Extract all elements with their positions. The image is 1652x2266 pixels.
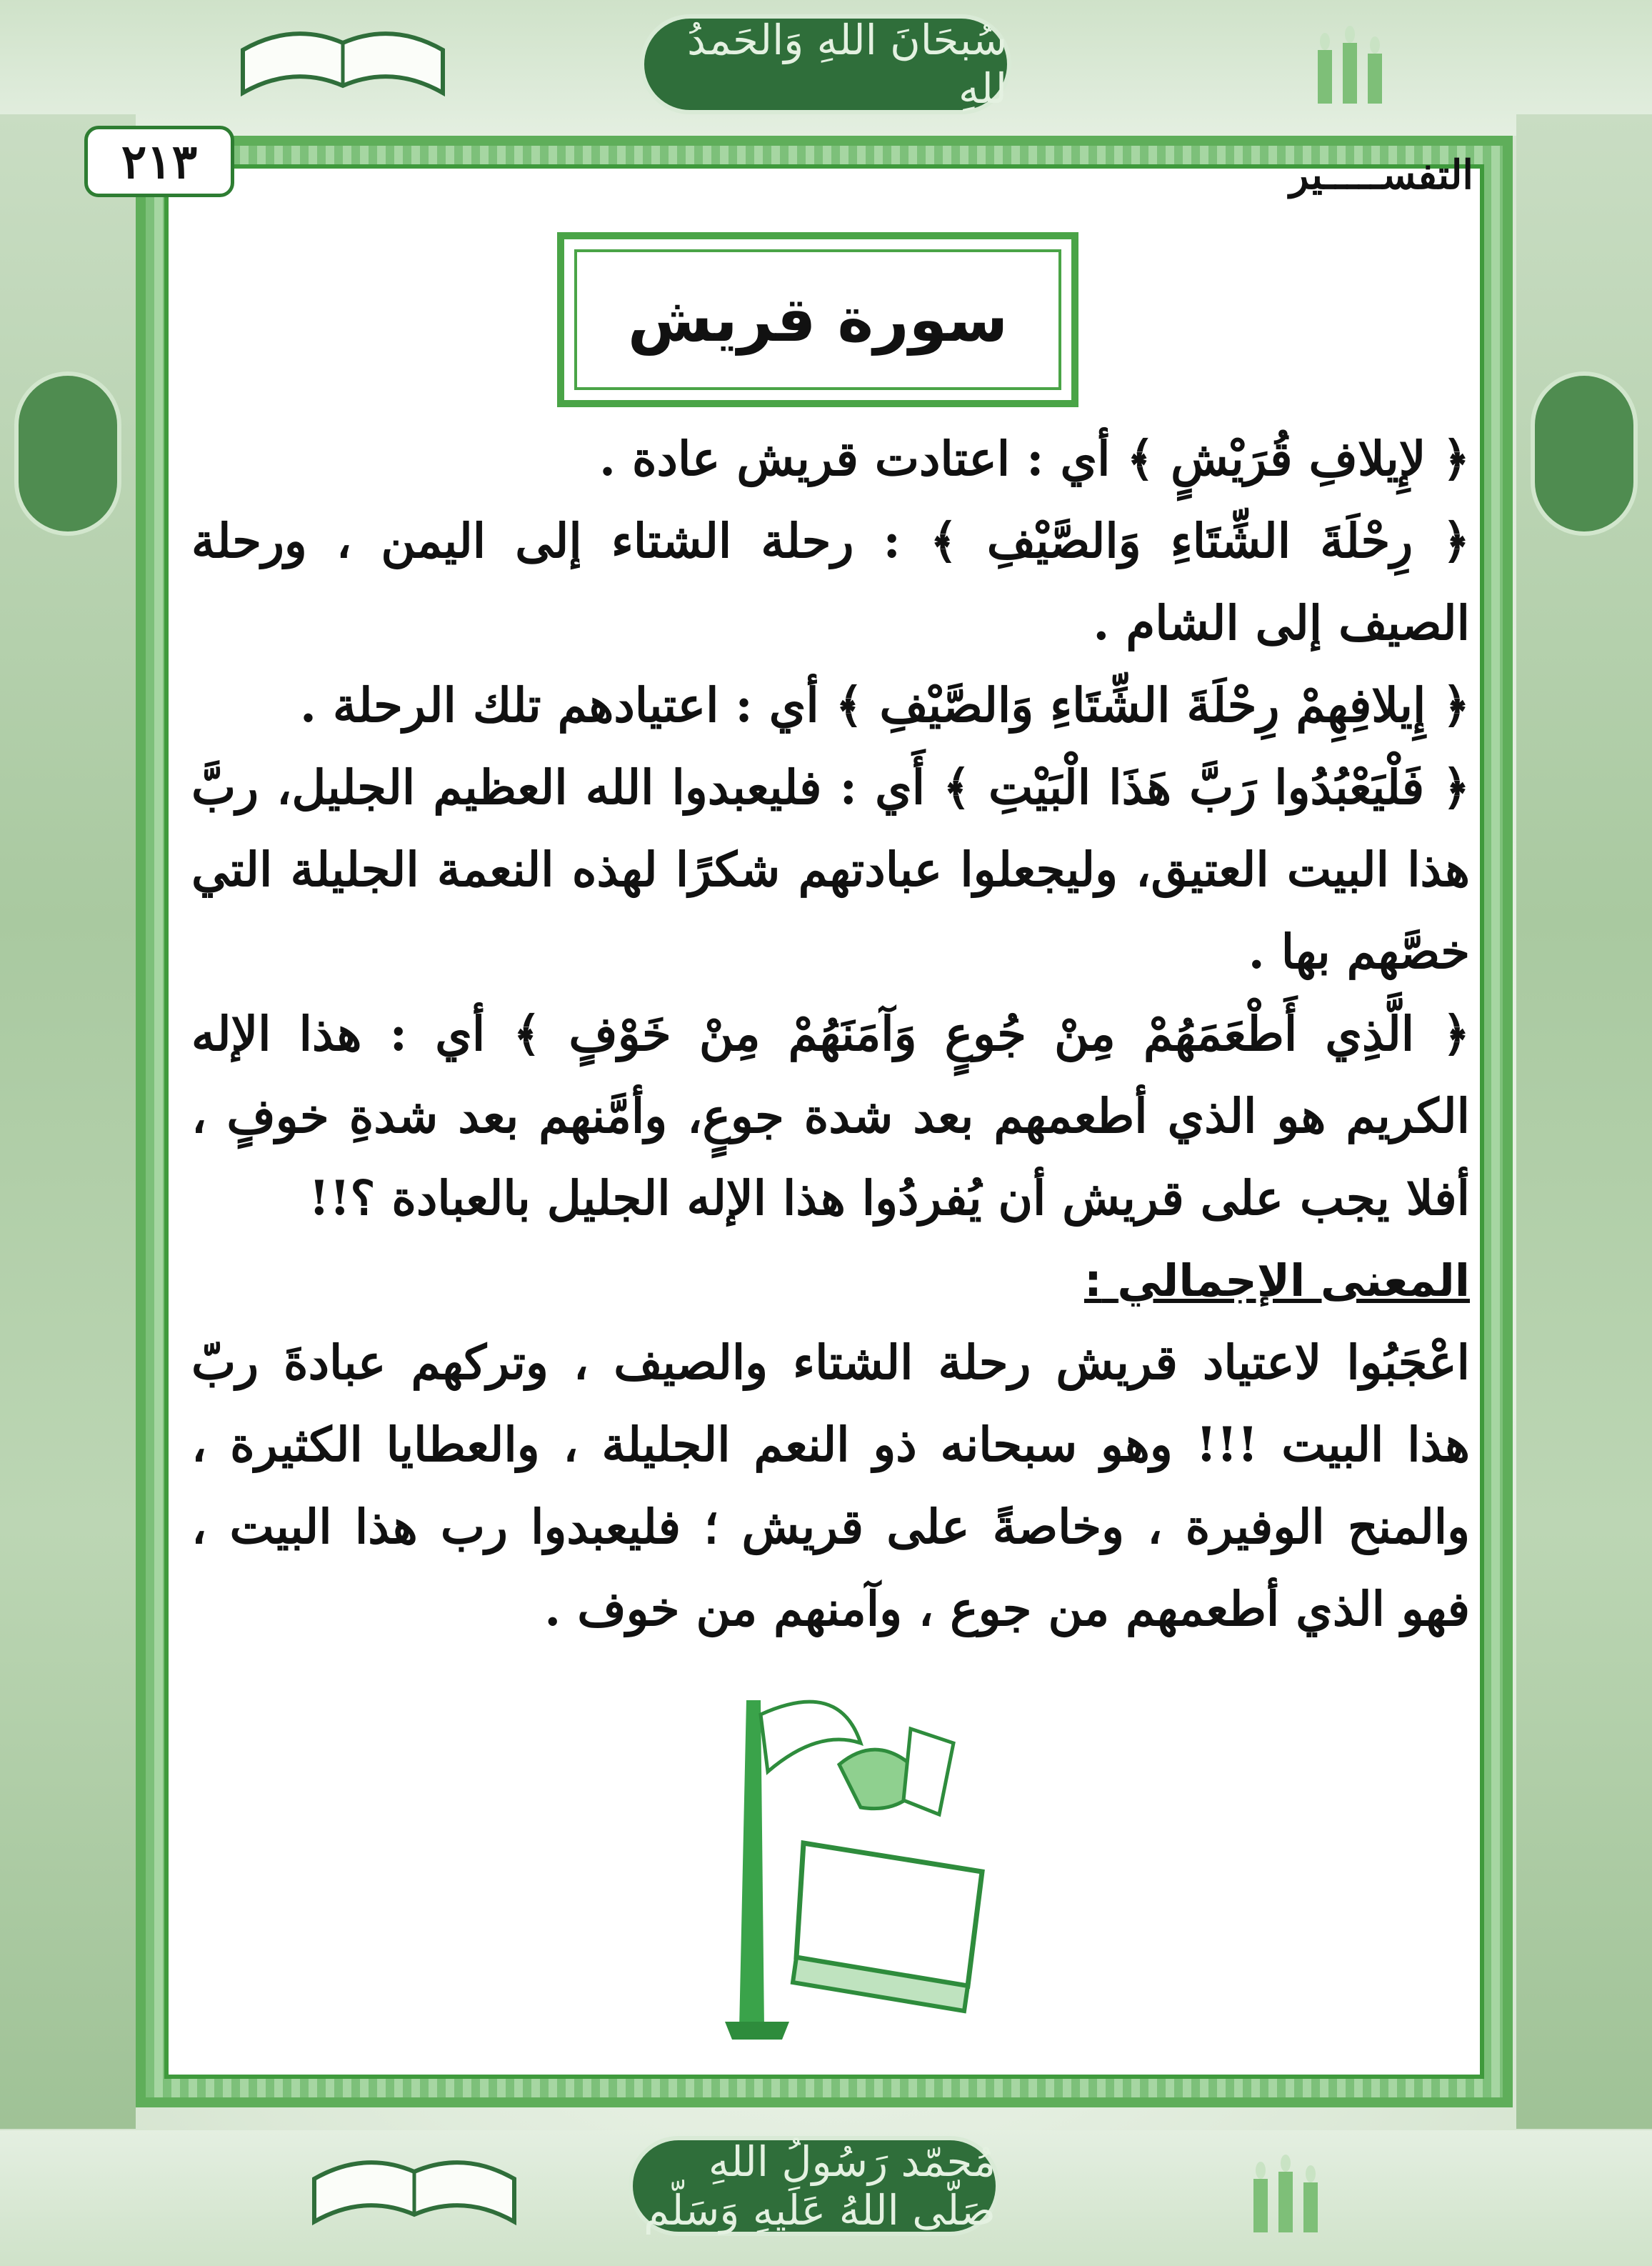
summary-colon: : xyxy=(1083,1254,1102,1307)
bottom-cartouche-text: مُحمّد رَسُولُ اللهِ صَلّى اللهُ عَلَيهِ وَسَلّم xyxy=(644,2137,996,2235)
verse-paragraph xyxy=(191,747,1470,993)
open-book-icon xyxy=(307,2150,521,2236)
summary-paragraph: اعْجَبُوا لاعتياد قريش رحلة الشتاء والصيف ، وتركهم عبادةَ ربّ هذا البيت !!! وهو سبحانه ذو النعم الجليلة ، والعطايا الكثيرة ، والمنح الوفيرة ، وخاصةً على قريش ؛ فليعبدوا رب هذا البيت ، فهو الذي أطعمهم من جوع ، وآمنهم من خوف . xyxy=(191,1334,1470,1637)
body-text xyxy=(191,418,1470,1650)
bottom-cartouche xyxy=(629,2136,1000,2236)
top-cartouche-text: سُبحَانَ اللهِ وَالحَمدُ للهِ xyxy=(687,16,1007,113)
left-calligraphy-roundel xyxy=(14,371,121,536)
surah-title: سورة قريش xyxy=(627,284,1008,356)
verse-explanation: أَي : فليعبدوا الله العظيم الجليل، ربَّ هذا البيت العتيق، وليجعلوا عبادتهم شكرًا لهذه النعمة الجليلة التي خصَّهم بها . xyxy=(191,759,1470,979)
open-book-icon xyxy=(236,21,450,107)
candles-icon xyxy=(1243,2143,1328,2236)
quill-and-books-emblem xyxy=(696,1686,1003,2043)
quran-quote: ﴿ إِيلافِهِمْ رِحْلَةَ الشِّتَاءِ وَالصَّيْفِ ﴾ xyxy=(835,677,1470,733)
right-calligraphy-roundel xyxy=(1531,371,1638,536)
verse-explanation: أي : هذا الإله الكريم هو الذي أطعمهم بعد شدة جوعٍ، وأمَّنهم بعد شدةِ خوفٍ ، أفلا يجب على قريش أن يُفردُوا هذا الإله الجليل بالعبادة ؟!! xyxy=(191,1006,1470,1226)
verse-explanation: أي : اعتيادهم تلك الرحلة . xyxy=(299,677,836,733)
quran-quote: ﴿ الَّذِي أَطْعَمَهُمْ مِنْ جُوعٍ وَآمَنَهُمْ مِنْ خَوْفٍ ﴾ xyxy=(513,1006,1470,1062)
verse-paragraph xyxy=(191,418,1470,500)
quran-quote: ﴿ فَلْيَعْبُدُوا رَبَّ هَذَا الْبَيْتِ ﴾ xyxy=(943,759,1470,815)
verse-paragraph xyxy=(191,664,1470,747)
quran-quote: ﴿ رِحْلَةَ الشِّتَاءِ وَالصَّيْفِ ﴾ xyxy=(929,513,1470,569)
verse-explanation: أي : اعتادت قريش عادة . xyxy=(599,431,1127,486)
top-cartouche xyxy=(640,14,1011,114)
surah-title-box xyxy=(557,232,1078,407)
page-number: ٢١٣ xyxy=(84,126,234,197)
summary-heading-line xyxy=(191,1239,1470,1322)
verse-explanation: : رحلة الشتاء إلى اليمن ، ورحلة الصيف إلى الشام . xyxy=(191,513,1470,651)
verse-paragraph xyxy=(191,993,1470,1239)
summary-heading: المعنى الإجمالي xyxy=(1117,1254,1470,1307)
running-head: التفســـــير xyxy=(1289,151,1473,199)
candles-icon xyxy=(1307,14,1393,107)
quran-quote: ﴿ لإِيلافِ قُرَيْشٍ ﴾ xyxy=(1126,431,1470,486)
verse-paragraph xyxy=(191,500,1470,664)
